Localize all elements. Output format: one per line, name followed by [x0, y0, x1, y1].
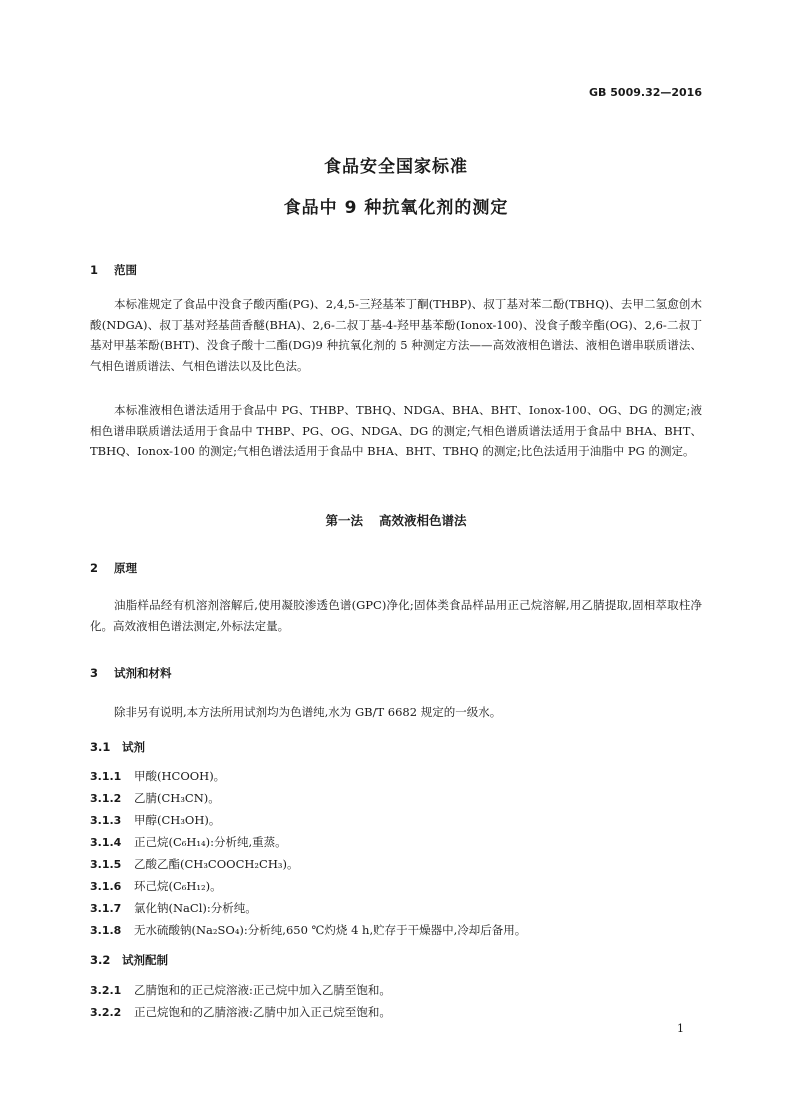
item-text: 正己烷饱和的乙腈溶液:乙腈中加入正己烷至饱和。 [134, 1005, 391, 1019]
item-text: 甲酸(HCOOH)。 [134, 769, 226, 783]
item-number: 3.2.1 [90, 984, 122, 997]
method-name: 高效液相色谱法 [379, 513, 467, 528]
item-number: 3.1.2 [90, 792, 122, 805]
item-text: 甲醇(CH₃OH)。 [134, 813, 221, 827]
item-text: 乙酸乙酯(CH₃COOCH₂CH₃)。 [134, 857, 299, 871]
item-number: 3.1.1 [90, 770, 122, 783]
item-text: 环己烷(C₆H₁₂)。 [134, 879, 222, 893]
method-part: 第一法 [325, 513, 363, 528]
section-title: 原理 [114, 561, 137, 575]
reagent-item [90, 856, 298, 872]
section-number: 3.1 [90, 740, 111, 754]
item-number: 3.2.2 [90, 1006, 122, 1019]
section-number: 3.2 [90, 953, 111, 967]
scope-paragraph-1: 本标准规定了食品中没食子酸丙酯(PG)、2,4,5-三羟基苯丁酮(THBP)、叔丁基对苯二酚(TBHQ)、去甲二氢愈创木酸(NDGA)、叔丁基对羟基茴香醚(BHA)、2,6-二叔丁基-4-羟甲基苯酚(Ionox-100)、没食子酸辛酯(OG)、2,6-二叔丁基对甲基苯酚(BHT)、没食子酸十二酯(DG)9 种抗氧化剂的 5 种测定方法——高效液相色谱法、液相色谱串联质谱法、气相色谱质谱法、气相色谱法以及比色法。 [90, 297, 702, 373]
preparation-item [90, 1004, 391, 1020]
reagent-item [90, 878, 222, 894]
reagents-intro-paragraph: 除非另有说明,本方法所用试剂均为色谱纯,水为 GB/T 6682 规定的一级水。 [114, 705, 502, 719]
item-number: 3.1.3 [90, 814, 122, 827]
item-number: 3.1.7 [90, 902, 122, 915]
page-number: 1 [677, 1022, 684, 1035]
section-title: 试剂和材料 [114, 666, 172, 680]
section-1-heading [90, 262, 137, 278]
section-number: 3 [90, 666, 99, 680]
section-3-heading [90, 665, 172, 681]
section-number: 1 [90, 263, 99, 277]
section-3-2-heading [90, 952, 168, 968]
section-title: 范围 [114, 263, 137, 277]
item-number: 3.1.6 [90, 880, 122, 893]
scope-paragraph-2: 本标准液相色谱法适用于食品中 PG、THBP、TBHQ、NDGA、BHA、BHT、Ionox-100、OG、DG 的测定;液相色谱串联质谱法适用于食品中 THBP、PG、OG、NDGA、DG 的测定;气相色谱质谱法适用于食品中 BHA、BHT、TBHQ、Ionox-100 的测定;气相色谱法适用于食品中 BHA、BHT、TBHQ 的测定;比色法适用于油脂中 PG 的测定。 [90, 403, 702, 459]
reagent-item [90, 834, 287, 850]
section-number: 2 [90, 561, 99, 575]
item-text: 正己烷(C₆H₁₄):分析纯,重蒸。 [134, 835, 287, 849]
document-title-line2: 食品中 9 种抗氧化剂的测定 [283, 198, 509, 218]
principle-paragraph: 油脂样品经有机溶剂溶解后,使用凝胶渗透色谱(GPC)净化;固体类食品样品用正己烷溶解,用乙腈提取,固相萃取柱净化。高效液相色谱法测定,外标法定量。 [90, 598, 702, 633]
reagent-item [90, 768, 225, 784]
method-heading [0, 511, 792, 529]
item-number: 3.1.4 [90, 836, 122, 849]
item-text: 氯化钠(NaCl):分析纯。 [134, 901, 257, 915]
section-title: 试剂 [122, 740, 145, 754]
reagent-item [90, 900, 257, 916]
section-title: 试剂配制 [122, 953, 168, 967]
item-text: 无水硫酸钠(Na₂SO₄):分析纯,650 ℃灼烧 4 h,贮存于干燥器中,冷却后备用。 [134, 923, 527, 937]
reagent-item [90, 790, 220, 806]
document-title-line1: 食品安全国家标准 [324, 157, 468, 177]
standard-number: GB 5009.32—2016 [589, 86, 702, 99]
reagent-item [90, 922, 526, 938]
section-3-1-heading [90, 739, 145, 755]
preparation-item [90, 982, 391, 998]
section-2-heading [90, 560, 137, 576]
item-text: 乙腈(CH₃CN)。 [134, 791, 220, 805]
reagent-item [90, 812, 220, 828]
item-number: 3.1.8 [90, 924, 122, 937]
item-text: 乙腈饱和的正己烷溶液:正己烷中加入乙腈至饱和。 [134, 983, 391, 997]
item-number: 3.1.5 [90, 858, 122, 871]
